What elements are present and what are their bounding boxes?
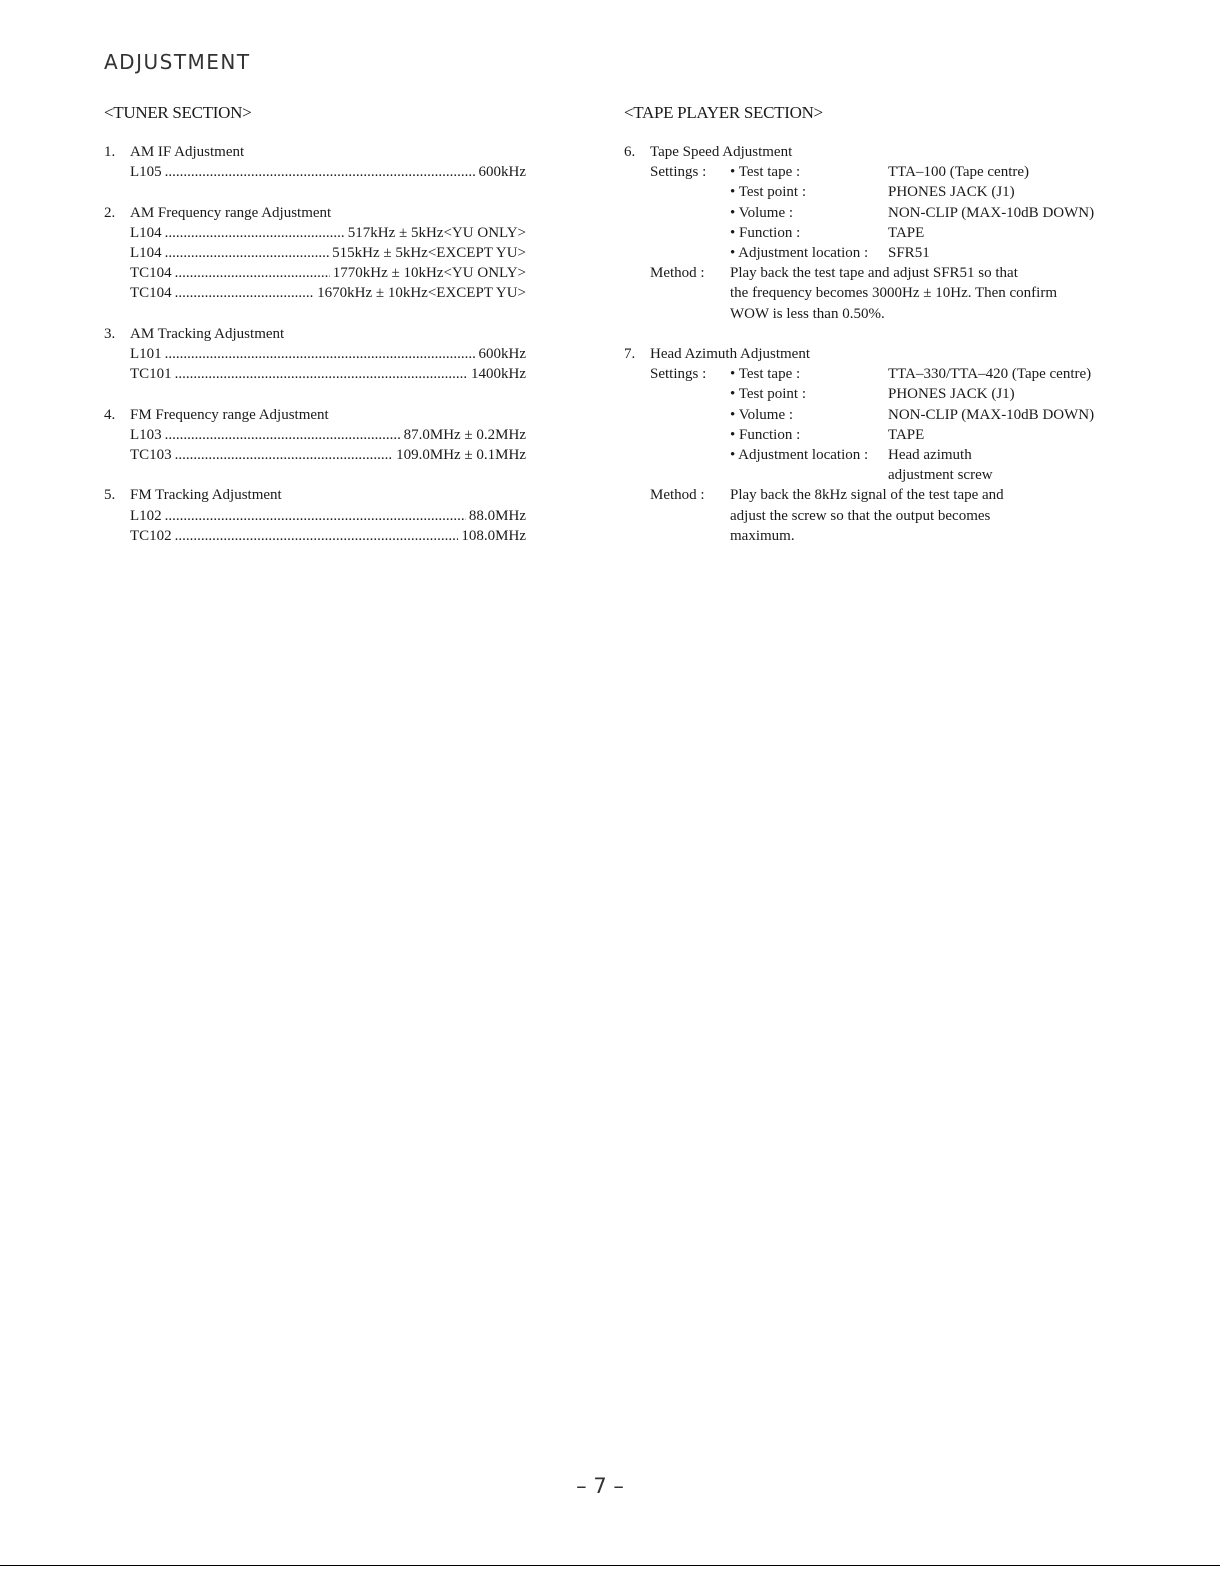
setting-value: Head azimuth xyxy=(888,447,972,464)
adjustment-row xyxy=(104,283,526,303)
dot-leader xyxy=(175,445,393,465)
dot-leader xyxy=(165,223,345,243)
adjustment-row xyxy=(104,526,526,546)
tuner-item-am-tracking xyxy=(104,324,526,385)
setting-row xyxy=(624,465,1134,485)
setting-row xyxy=(624,162,1134,182)
setting-key xyxy=(730,465,888,485)
setting-key: • Test tape : xyxy=(730,164,801,181)
tape-section-heading: <TAPE PLAYER SECTION> xyxy=(624,103,823,122)
adjustment-value: 1770kHz ± 10kHz<YU ONLY> xyxy=(332,265,526,282)
adjustment-row xyxy=(104,263,526,283)
setting-value: NON-CLIP (MAX-10dB DOWN) xyxy=(888,204,1095,221)
setting-key: • Function : xyxy=(730,426,801,443)
page-title: ADJUSTMENT xyxy=(104,50,251,74)
setting-value: TTA–100 (Tape centre) xyxy=(888,164,1030,181)
setting-key: • Function : xyxy=(730,224,801,241)
item-number: 6. xyxy=(624,144,636,160)
method-line: Play back the 8kHz signal of the test tape and xyxy=(730,487,1004,504)
adjustment-row xyxy=(104,364,526,384)
dot-leader xyxy=(175,283,314,303)
setting-value: TAPE xyxy=(888,426,925,443)
setting-key: • Volume : xyxy=(730,204,794,221)
adjustment-value: 600kHz xyxy=(478,164,526,181)
tuner-item-am-frequency-range xyxy=(104,203,526,304)
item-number: 4. xyxy=(104,406,116,423)
method-line: adjust the screw so that the output becomes xyxy=(730,507,991,524)
setting-key: • Adjustment location : xyxy=(730,447,869,464)
item-title: FM Tracking Adjustment xyxy=(130,487,282,504)
tape-item-speed xyxy=(624,142,1134,324)
dot-leader xyxy=(175,364,468,384)
adjustment-value: 87.0MHz ± 0.2MHz xyxy=(403,426,526,443)
adjustment-row xyxy=(104,223,526,243)
setting-value: TAPE xyxy=(888,224,925,241)
setting-row xyxy=(624,223,1134,243)
method-row xyxy=(624,485,1134,546)
setting-row xyxy=(624,203,1134,223)
item-title: Head Azimuth Adjustment xyxy=(650,346,810,363)
adjustment-row xyxy=(104,445,526,465)
item-number: 3. xyxy=(104,325,116,342)
setting-row xyxy=(624,364,1134,384)
adjustment-row xyxy=(104,425,526,445)
adjustment-value: 1670kHz ± 10kHz<EXCEPT YU> xyxy=(317,285,526,302)
adjustment-value: 109.0MHz ± 0.1MHz xyxy=(396,447,526,463)
item-title: AM Tracking Adjustment xyxy=(130,325,285,342)
item-number: 5. xyxy=(104,487,116,504)
setting-value: PHONES JACK (J1) xyxy=(888,386,1015,403)
item-number: 1. xyxy=(104,144,116,160)
tape-item-head-azimuth xyxy=(624,344,1134,546)
adjustment-row xyxy=(104,344,526,364)
page-bottom-rule xyxy=(0,1565,1220,1566)
method-row xyxy=(624,263,1134,324)
setting-value: SFR51 xyxy=(888,245,930,262)
setting-row xyxy=(624,182,1134,202)
component-label: TC104 xyxy=(130,265,172,282)
tuner-item-am-if xyxy=(104,142,526,182)
component-label: TC102 xyxy=(130,527,172,544)
settings-label: Settings : xyxy=(650,164,707,181)
adjustment-row xyxy=(104,162,526,182)
setting-key: • Test tape : xyxy=(730,366,801,383)
method-line: Play back the test tape and adjust SFR51 so that xyxy=(730,265,1018,282)
adjustment-value: 515kHz ± 5kHz<EXCEPT YU> xyxy=(332,245,526,261)
tuner-section-heading: <TUNER SECTION> xyxy=(104,103,252,122)
setting-value: NON-CLIP (MAX-10dB DOWN) xyxy=(888,406,1095,423)
page-number: – 7 – xyxy=(576,1474,624,1498)
component-label: L104 xyxy=(130,245,162,261)
dot-leader xyxy=(165,344,476,364)
method-line: WOW is less than 0.50%. xyxy=(730,305,885,322)
setting-row xyxy=(624,384,1134,404)
setting-row xyxy=(624,405,1134,425)
dot-leader xyxy=(165,243,329,263)
dot-leader xyxy=(175,526,459,546)
tape-section xyxy=(624,142,1134,566)
item-title: FM Frequency range Adjustment xyxy=(130,406,329,423)
setting-key: • Adjustment location : xyxy=(730,245,869,262)
item-number: 7. xyxy=(624,346,636,363)
method-line: maximum. xyxy=(730,527,795,544)
item-number: 2. xyxy=(104,204,116,221)
adjustment-value: 88.0MHz xyxy=(468,507,526,524)
method-text xyxy=(730,263,1134,324)
tuner-section xyxy=(104,142,526,566)
adjustment-value: 108.0MHz xyxy=(461,527,526,544)
method-text xyxy=(730,485,1134,546)
adjustment-row xyxy=(104,243,526,263)
tuner-item-fm-tracking xyxy=(104,485,526,546)
setting-value: PHONES JACK (J1) xyxy=(888,184,1015,201)
setting-key: • Test point : xyxy=(730,184,807,201)
component-label: L104 xyxy=(130,224,162,241)
method-label: Method : xyxy=(650,265,705,282)
adjustment-value: 1400kHz xyxy=(471,366,526,383)
setting-row xyxy=(624,425,1134,445)
settings-label: Settings : xyxy=(650,366,707,383)
component-label: L101 xyxy=(130,346,162,362)
dot-leader xyxy=(165,162,476,182)
dot-leader xyxy=(175,263,330,283)
adjustment-row xyxy=(104,506,526,526)
method-label: Method : xyxy=(650,487,705,504)
component-label: TC104 xyxy=(130,285,172,302)
component-label: L103 xyxy=(130,426,162,443)
component-label: TC103 xyxy=(130,447,172,463)
component-label: TC101 xyxy=(130,366,172,383)
item-title: Tape Speed Adjustment xyxy=(650,144,793,160)
method-line: the frequency becomes 3000Hz ± 10Hz. Then confirm xyxy=(730,285,1058,302)
adjustment-value: 517kHz ± 5kHz<YU ONLY> xyxy=(347,224,526,241)
dot-leader xyxy=(165,506,466,526)
setting-key: • Test point : xyxy=(730,386,807,403)
setting-value: TTA–330/TTA–420 (Tape centre) xyxy=(888,366,1092,383)
setting-row xyxy=(624,243,1134,263)
setting-row xyxy=(624,445,1134,465)
item-title: AM Frequency range Adjustment xyxy=(130,204,332,221)
tuner-item-fm-frequency-range xyxy=(104,405,526,466)
item-title: AM IF Adjustment xyxy=(130,144,245,160)
setting-key: • Volume : xyxy=(730,406,794,423)
adjustment-value: 600kHz xyxy=(478,346,526,362)
component-label: L105 xyxy=(130,164,162,181)
setting-value: adjustment screw xyxy=(888,467,993,484)
component-label: L102 xyxy=(130,507,162,524)
dot-leader xyxy=(165,425,401,445)
